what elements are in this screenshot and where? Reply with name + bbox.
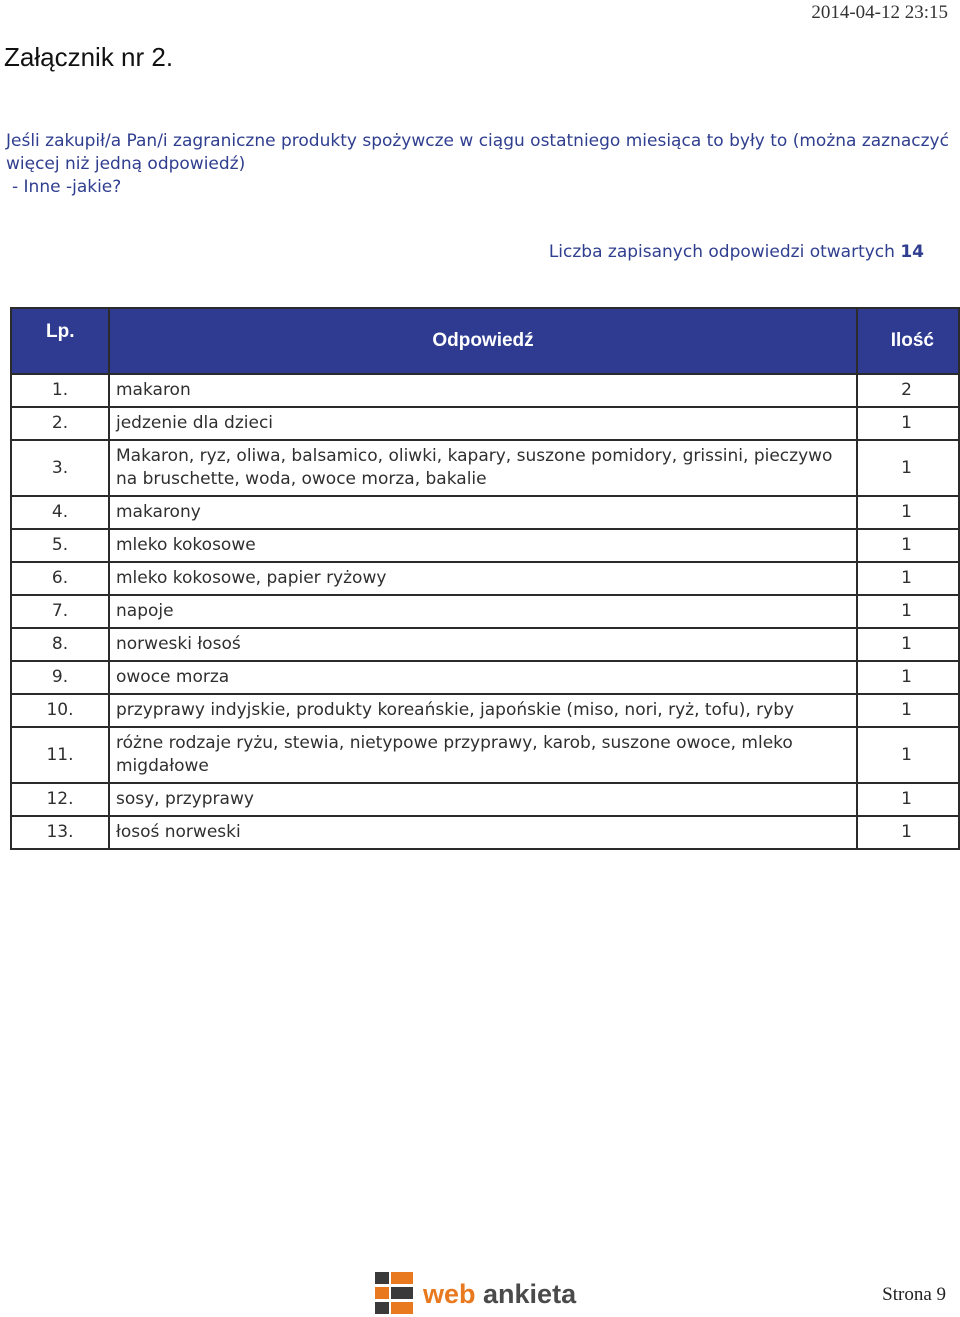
question-text — [6, 130, 956, 199]
header-lp: Lp. — [11, 308, 109, 374]
row-answer: Makaron, ryz, oliwa, balsamico, oliwki, kapary, suszone pomidory, grissini, pieczywo na bruschette, woda, owoce morza, bakalie — [109, 440, 857, 496]
table-row — [11, 628, 959, 661]
row-lp: 2. — [11, 407, 109, 440]
question-line-3: - Inne -jakie? — [12, 177, 122, 197]
row-quantity: 2 — [857, 374, 959, 407]
row-lp: 9. — [11, 661, 109, 694]
row-answer: makaron — [109, 374, 857, 407]
webankieta-logo — [375, 1270, 585, 1316]
table-row — [11, 562, 959, 595]
table-row — [11, 440, 959, 496]
row-lp: 5. — [11, 529, 109, 562]
row-answer: norweski łosoś — [109, 628, 857, 661]
row-quantity: 1 — [857, 496, 959, 529]
table-row — [11, 727, 959, 783]
row-lp: 6. — [11, 562, 109, 595]
row-quantity: 1 — [857, 694, 959, 727]
table-header-row — [11, 308, 959, 374]
svg-text:web ankieta — [422, 1279, 577, 1309]
row-quantity: 1 — [857, 727, 959, 783]
answers-table — [10, 307, 960, 850]
page-title: Załącznik nr 2. — [4, 42, 174, 72]
row-answer: przyprawy indyjskie, produkty koreańskie, japońskie (miso, nori, ryż, tofu), ryby — [109, 694, 857, 727]
row-answer: mleko kokosowe, papier ryżowy — [109, 562, 857, 595]
table-row — [11, 694, 959, 727]
row-answer: różne rodzaje ryżu, stewia, nietypowe przyprawy, karob, suszone owoce, mleko migdałowe — [109, 727, 857, 783]
row-quantity: 1 — [857, 661, 959, 694]
table-row — [11, 595, 959, 628]
row-quantity: 1 — [857, 783, 959, 816]
question-line-2: więcej niż jedną odpowiedź) — [6, 154, 246, 174]
row-quantity: 1 — [857, 440, 959, 496]
answer-count-summary — [549, 242, 924, 262]
table-row — [11, 529, 959, 562]
table-row — [11, 661, 959, 694]
row-lp: 3. — [11, 440, 109, 496]
logo-text-suffix: ankieta — [483, 1279, 577, 1309]
row-quantity: 1 — [857, 628, 959, 661]
logo-mark-icon — [375, 1272, 413, 1314]
row-answer: owoce morza — [109, 661, 857, 694]
row-quantity: 1 — [857, 407, 959, 440]
row-lp: 8. — [11, 628, 109, 661]
row-answer: mleko kokosowe — [109, 529, 857, 562]
table-row — [11, 816, 959, 849]
row-lp: 12. — [11, 783, 109, 816]
row-quantity: 1 — [857, 595, 959, 628]
row-lp: 7. — [11, 595, 109, 628]
row-lp: 11. — [11, 727, 109, 783]
row-lp: 13. — [11, 816, 109, 849]
header-quantity: Ilość — [857, 308, 959, 374]
report-timestamp: 2014-04-12 23:15 — [811, 2, 948, 23]
row-answer: napoje — [109, 595, 857, 628]
question-line-1: Jeśli zakupił/a Pan/i zagraniczne produkty spożywcze w ciągu ostatniego miesiąca to były to (można zaznaczyć — [6, 131, 949, 151]
answer-count-value: 14 — [900, 242, 924, 262]
header-answer: Odpowiedź — [109, 308, 857, 374]
row-quantity: 1 — [857, 562, 959, 595]
table-row — [11, 407, 959, 440]
row-answer: jedzenie dla dzieci — [109, 407, 857, 440]
row-lp: 4. — [11, 496, 109, 529]
answer-count-label: Liczba zapisanych odpowiedzi otwartych — [548, 242, 895, 262]
table-row — [11, 374, 959, 407]
row-lp: 10. — [11, 694, 109, 727]
row-answer: sosy, przyprawy — [109, 783, 857, 816]
logo-text: web — [423, 1279, 476, 1309]
table-row — [11, 783, 959, 816]
row-quantity: 1 — [857, 816, 959, 849]
row-quantity: 1 — [857, 529, 959, 562]
table-row — [11, 496, 959, 529]
row-lp: 1. — [11, 374, 109, 407]
page-number: Strona 9 — [882, 1284, 946, 1305]
row-answer: łosoś norweski — [109, 816, 857, 849]
row-answer: makarony — [109, 496, 857, 529]
